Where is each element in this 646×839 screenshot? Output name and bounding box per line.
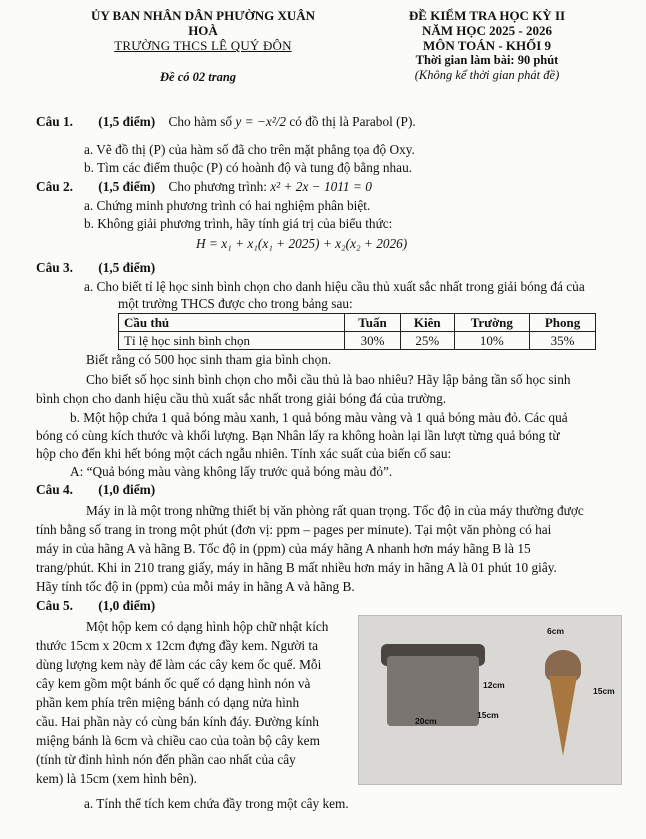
time-limit: Thời gian làm bài: 90 phút: [415, 53, 559, 67]
q4-label: Câu 4.: [36, 482, 73, 497]
label-box-width: 20cm: [415, 716, 437, 726]
header-left: [78, 8, 328, 53]
q3-after3: bình chọn cho danh hiệu cầu thủ xuất sắc nhất trong giải bóng đá của trường.: [36, 391, 447, 406]
exam-title: ĐỀ KIỂM TRA HỌC KỲ II: [408, 8, 566, 23]
q4-points: (1,0 điểm): [98, 482, 156, 497]
table-cell: 30%: [345, 332, 401, 350]
ice-cream-cone: [549, 676, 577, 756]
q3-b4: A: “Quả bóng màu vàng không lấy trước quả bóng màu đỏ”.: [70, 464, 393, 479]
table-cell: 25%: [400, 332, 454, 350]
table-header-row: [119, 314, 596, 332]
table-cell: 35%: [530, 332, 596, 350]
q5-l6: cầu. Hai phần này có cùng bán kính đáy. Đường kính: [36, 714, 319, 729]
q5-l8: (tính từ đỉnh hình nón đến phần cao nhất của cây: [36, 752, 296, 767]
school-year: NĂM HỌC 2025 - 2026: [422, 23, 552, 38]
q2-equation: x² + 2x − 1011 = 0: [270, 179, 372, 194]
q2-points: (1,5 điểm): [98, 179, 156, 194]
time-note: (Không kể thời gian phát đề): [414, 68, 560, 82]
q4-l1: Máy in là một trong những thiết bị văn phòng rất quan trọng. Tốc độ in của máy thường được: [86, 503, 584, 518]
label-box-depth: 15cm: [477, 710, 499, 720]
q3-after1: Biết rằng có 500 học sinh tham gia bình chọn.: [86, 352, 332, 367]
q3-points: (1,5 điểm): [98, 260, 156, 275]
q1-label: Câu 1.: [36, 114, 73, 129]
q2-text: Cho phương trình:: [168, 179, 267, 194]
q1-line: [36, 114, 416, 130]
q3-b2: bóng có cùng kích thước và khối lượng. Bạn Nhân lấy ra không hoàn lại lần lượt từng quả bóng từ: [36, 428, 560, 443]
q5-l7: miệng bánh là 6cm và chiều cao của toàn bộ cây kem: [36, 733, 320, 748]
q5-l3: dùng lượng kem này để làm các cây kem ốc quế. Mỗi: [36, 657, 322, 672]
subject: MÔN TOÁN - KHỐI 9: [422, 38, 552, 53]
school-name: TRƯỜNG THCS LÊ QUÝ ĐÔN: [114, 38, 292, 53]
q1-part-b: b. Tìm các điểm thuộc (P) có hoành độ và tung độ bằng nhau.: [84, 160, 413, 175]
q3-line: [36, 260, 155, 276]
table-row: [119, 332, 596, 350]
q3-a-line2: một trường THCS được cho trong bảng sau:: [118, 296, 353, 311]
header-right: [382, 8, 592, 83]
q3-label: Câu 3.: [36, 260, 73, 275]
vote-table: [118, 313, 596, 350]
pages-note: Đề có 02 trang: [160, 70, 237, 84]
q2-part-a: a. Chứng minh phương trình có hai nghiệm phân biệt.: [84, 198, 371, 213]
q4-line: [36, 482, 155, 498]
q3-b3: hộp cho đến khi hết bóng một cách ngẫu nhiên. Tính xác suất của biến cố sau:: [36, 446, 452, 461]
table-header-cell: Phong: [530, 314, 596, 332]
q4-l4: trang/phút. Khi in 210 trang giấy, máy in hãng B mất nhiều hơn máy in hãng A là 01 phút 10 giây.: [36, 560, 557, 575]
table-header-cell: Tuấn: [345, 314, 401, 332]
q1-text-a: Cho hàm số: [168, 114, 233, 129]
q4-l3: máy in của hãng A và hãng B. Tốc độ in (ppm) của máy hãng A nhanh hơn máy hãng B là 15: [36, 541, 531, 556]
q5-l5: phần kem phía trên miệng bánh có dạng nửa hình: [36, 695, 300, 710]
label-box-height: 12cm: [483, 680, 505, 690]
q5-label: Câu 5.: [36, 598, 73, 613]
q5-l1: Một hộp kem có dạng hình hộp chữ nhật kích: [86, 619, 329, 634]
q5-l2: thước 15cm x 20cm x 12cm đựng đầy kem. Người ta: [36, 638, 318, 653]
q4-l5: Hãy tính tốc độ in (ppm) của mỗi máy in hãng A và hãng B.: [36, 579, 355, 594]
table-header-cell: Trường: [454, 314, 530, 332]
q5-part-a: a. Tính thể tích kem chứa đầy trong một cây kem.: [84, 796, 349, 811]
label-cone-height: 15cm: [593, 686, 615, 696]
q2-part-b: b. Không giải phương trình, hãy tính giá trị của biểu thức:: [84, 216, 393, 231]
q2-label: Câu 2.: [36, 179, 73, 194]
q5-l9: kem) là 15cm (xem hình bên).: [36, 771, 197, 786]
q1-formula: y = −x²/2: [235, 114, 287, 129]
q5-points: (1,0 điểm): [98, 598, 156, 613]
district-name: ỦY BAN NHÂN DÂN PHƯỜNG XUÂN HOÀ: [91, 8, 315, 38]
q5-line: [36, 598, 155, 614]
ice-cream-figure: [358, 615, 622, 785]
q1-points: (1,5 điểm): [98, 114, 156, 129]
q5-l4: cây kem gồm một bánh ốc quế có dạng hình nón và: [36, 676, 311, 691]
label-cone-diameter: 6cm: [547, 626, 565, 636]
table-header-cell: Kiên: [400, 314, 454, 332]
table-cell: 10%: [454, 332, 530, 350]
q1-text-b: có đồ thị là Parabol (P).: [289, 114, 416, 129]
q2-line: [36, 179, 372, 195]
q3-after2: Cho biết số học sinh bình chọn cho mỗi cầu thủ là bao nhiêu? Hãy lập bảng tần số học sinh: [86, 372, 571, 387]
q3-b1: b. Một hộp chứa 1 quả bóng màu xanh, 1 quả bóng màu vàng và 1 quả bóng màu đỏ. Các quả: [70, 410, 568, 425]
q1-part-a: a. Vẽ đồ thị (P) của hàm số đã cho trên mặt phẳng tọa độ Oxy.: [84, 142, 415, 157]
q4-l2: tính bằng số trang in trong một phút (đơn vị: ppm – pages per minute). Tại một văn phòng có hai: [36, 522, 552, 537]
q3-a-line1: a. Cho biết tỉ lệ học sinh bình chọn cho danh hiệu cầu thủ xuất sắc nhất trong giải bóng đá của: [84, 279, 585, 294]
q2-expression: H = x₁ + x₁(x₁ + 2025) + x₂(x₂ + 2026): [196, 236, 408, 251]
table-row-label: Tỉ lệ học sinh bình chọn: [119, 332, 345, 350]
table-header-cell: Cầu thủ: [119, 314, 345, 332]
